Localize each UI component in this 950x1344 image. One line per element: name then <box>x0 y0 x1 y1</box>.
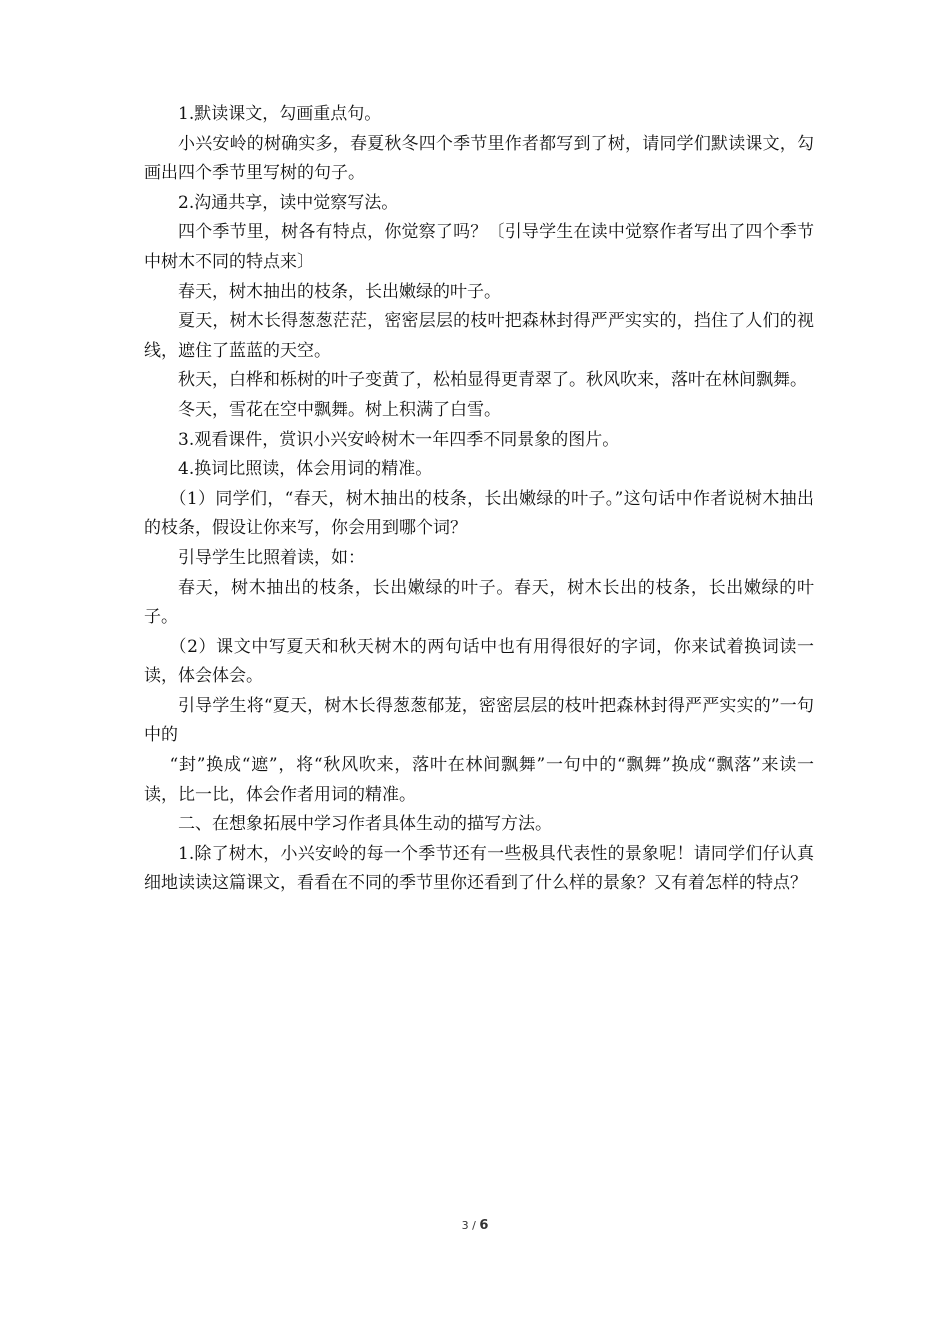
body-paragraph: 1.除了树木，小兴安岭的每一个季节还有一些极具代表性的景象呢！请同学们仔认真细地读读这篇课文，看看在不同的季节里你还看到了什么样的景象？又有着怎样的特点？ <box>144 843 814 894</box>
page-body <box>144 100 814 899</box>
body-paragraph: 引导学生将“夏天，树木长得葱葱郁茏，密密层层的枝叶把森林封得严严实实的”一句中的 <box>144 695 814 746</box>
winter-sentence: 冬天，雪花在空中飘舞。树上积满了白雪。 <box>178 399 501 420</box>
question-1: （1）同学们，“春天，树木抽出的枝条，长出嫩绿的叶子。”这句话中作者说树木抽出的枝条，假设让你来写，你会用到哪个词？ <box>144 488 814 539</box>
current-page-number: 3 <box>461 1219 469 1232</box>
body-paragraph: 引导学生比照着读，如： <box>178 547 365 568</box>
body-paragraph: 四个季节里，树各有特点，你觉察了吗？〔引导学生在读中觉察作者写出了四个季节中树木不同的特点来〕 <box>144 222 814 272</box>
step-4-heading: 4.换词比照读，体会用词的精准。 <box>178 459 433 480</box>
section-2-heading: 二、在想象拓展中学习作者具体生动的描写方法。 <box>178 814 552 835</box>
body-paragraph: “封”换成“遮”，将“秋风吹来，落叶在林间飘舞”一句中的“飘舞”换成“飘落”来读一读，比一比，体会作者用词的精准。 <box>144 755 814 805</box>
step-3-heading: 3.观看课件，赏识小兴安岭树木一年四季不同景象的图片。 <box>178 429 620 450</box>
body-paragraph: 小兴安岭的树确实多，春夏秋冬四个季节里作者都写到了树，请同学们默读课文，勾画出四个季节里写树的句子。 <box>144 133 814 184</box>
page-number <box>0 1218 950 1233</box>
page-number-separator: / <box>468 1219 480 1232</box>
total-pages-number: 6 <box>479 1218 489 1233</box>
step-1-heading: 1.默读课文，勾画重点句。 <box>178 104 382 124</box>
question-2: （2）课文中写夏天和秋天树木的两句话中也有用得很好的字词，你来试着换词读一读，体会体会。 <box>144 636 814 687</box>
step-2-heading: 2.沟通共享，读中觉察写法。 <box>178 192 399 213</box>
comparison-example: 春天，树木抽出的枝条，长出嫩绿的叶子。春天，树木长出的枝条，长出嫩绿的叶子。 <box>144 577 814 628</box>
spring-sentence: 春天，树木抽出的枝条，长出嫩绿的叶子。 <box>178 281 501 302</box>
summer-sentence: 夏天，树木长得葱葱茫茫，密密层层的枝叶把森林封得严严实实的，挡住了人们的视线，遮住了蓝蓝的天空。 <box>144 311 814 361</box>
autumn-sentence: 秋天，白桦和栎树的叶子变黄了，松柏显得更青翠了。秋风吹来，落叶在林间飘舞。 <box>178 370 807 391</box>
